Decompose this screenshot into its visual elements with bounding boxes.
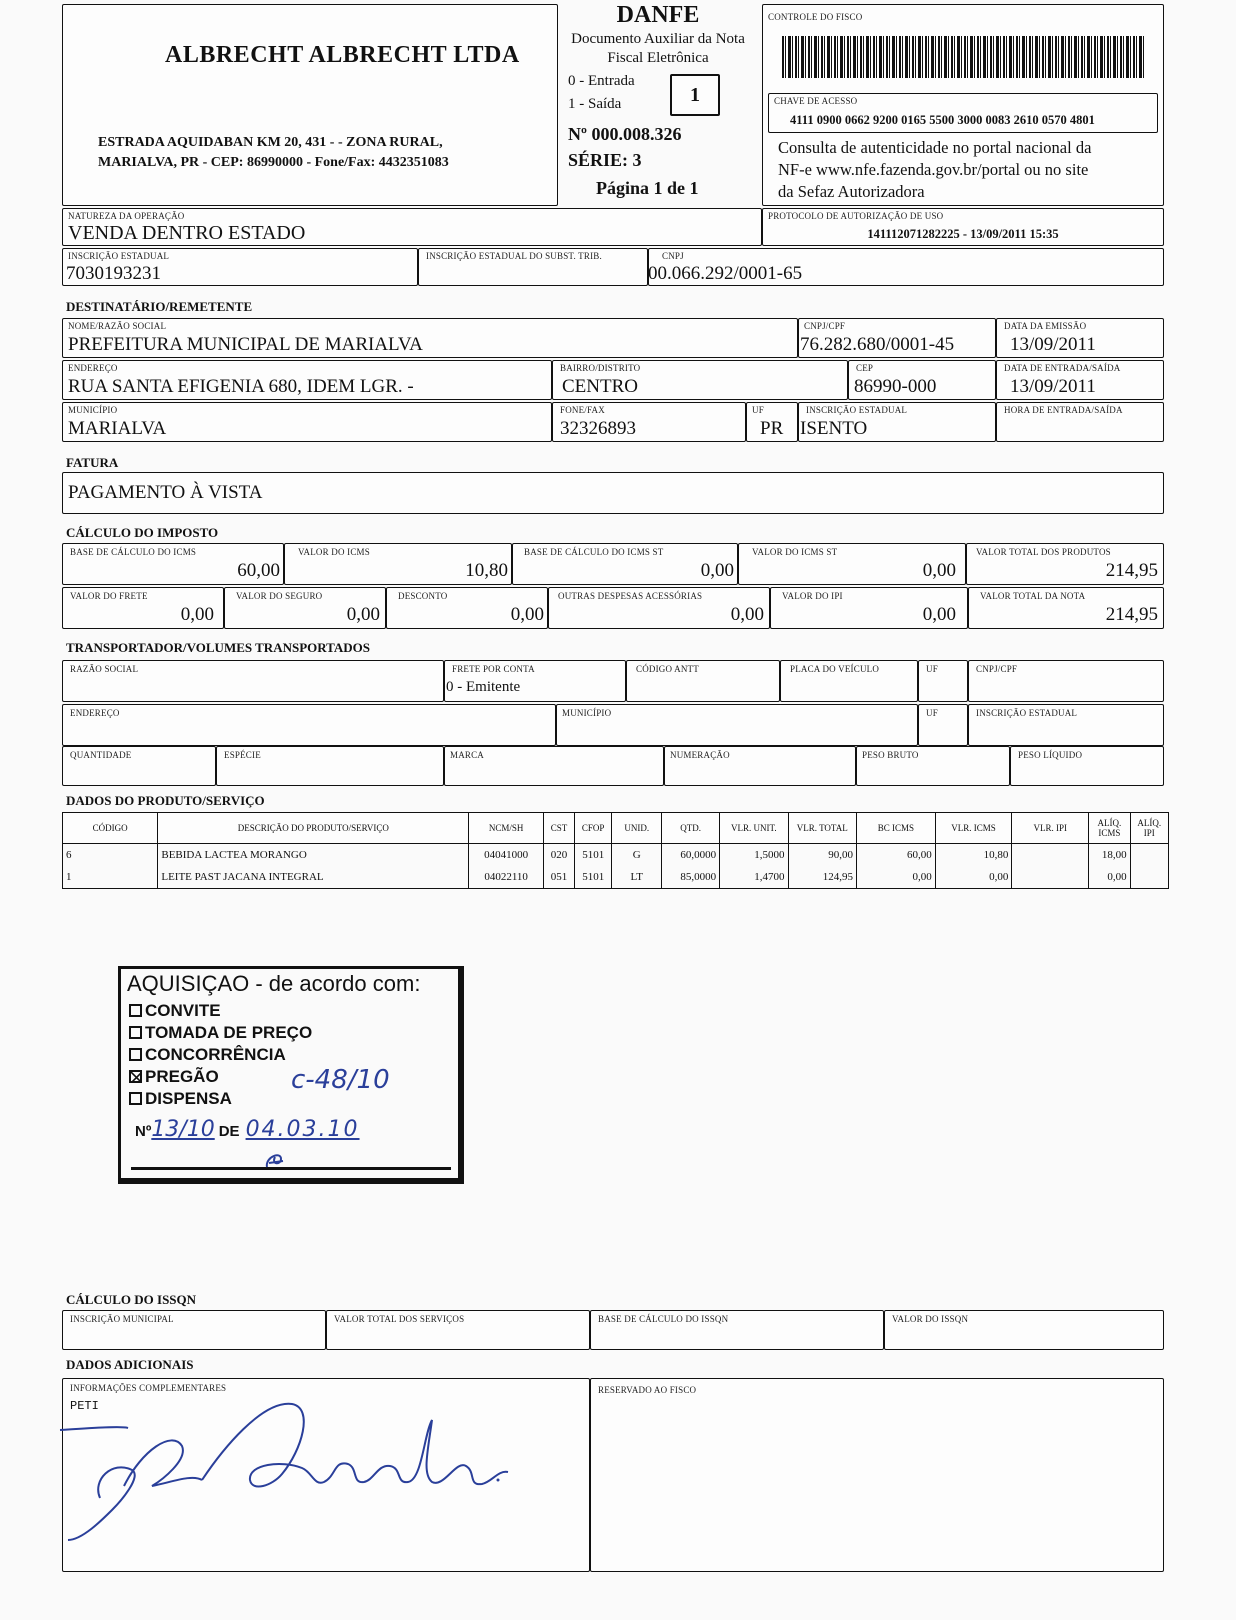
cnpj-label: CNPJ [662,251,684,261]
col-codigo: CÓDIGO [63,813,158,844]
imposto-ipi-value: 0,00 [922,604,956,625]
dest-emissao-label: DATA DA EMISSÃO [1004,321,1087,331]
danfe-tipo-box [670,74,720,116]
transp-frete-label: FRETE POR CONTA [452,664,535,674]
info-complementares-value: PETI [70,1399,99,1413]
cell-vlr-total: 90,00 [788,844,856,867]
cell-qtd: 60,0000 [662,844,720,867]
col-vlr-icms: VLR. ICMS [935,813,1012,844]
dest-fone: 32326893 [560,418,636,439]
dest-uf-label: UF [752,405,764,415]
danfe-title: DANFE [616,2,700,28]
imposto-ipi-label: VALOR DO IPI [782,591,843,601]
dest-entrada: 13/09/2011 [1010,376,1096,397]
checkbox-icon [129,1026,142,1039]
aquisicao-stamp [118,966,464,1184]
transp-antt-label: CÓDIGO ANTT [636,664,699,674]
dest-nome: PREFEITURA MUNICIPAL DE MARIALVA [68,334,423,355]
imposto-bc-st-label: BASE DE CÁLCULO DO ICMS ST [524,547,664,557]
dest-entrada-label: DATA DE ENTRADA/SAÍDA [1004,363,1121,373]
controle-fisco-label: CONTROLE DO FISCO [768,12,863,22]
transp-numeracao-label: NUMERAÇÃO [670,750,730,760]
produtos-header-row [63,813,1169,844]
stamp-initials-mark [261,1149,291,1173]
dest-endereco-label: ENDEREÇO [68,363,118,373]
transp-peso-liquido-label: PESO LÍQUIDO [1018,750,1083,760]
issqn-base-label: BASE DE CÁLCULO DO ISSQN [598,1314,729,1324]
imposto-icms-value: 10,80 [465,560,508,581]
consulta-line3: da Sefaz Autorizadora [778,182,925,201]
cell-vlr-total: 124,95 [788,866,856,889]
reservado-fisco-label: RESERVADO AO FISCO [598,1385,697,1395]
cell-vlr-unit: 1,4700 [720,866,788,889]
cell-qtd: 85,0000 [662,866,720,889]
issqn-section: CÁLCULO DO ISSQN [66,1292,197,1307]
transp-ie-label: INSCRIÇÃO ESTADUAL [976,708,1078,718]
transp-especie-label: ESPÉCIE [224,750,261,760]
imposto-bc-icms-value: 60,00 [237,560,280,581]
cell-descricao: LEITE PAST JACANA INTEGRAL [158,866,469,889]
imposto-icms-st-label: VALOR DO ICMS ST [752,547,838,557]
imposto-bc-st-value: 0,00 [700,560,734,581]
col-ncm: NCM/SH [469,813,544,844]
dest-endereco: RUA SANTA EFIGENIA 680, IDEM LGR. - [68,376,414,397]
checkbox-icon [129,1048,142,1061]
cell-codigo: 6 [63,844,158,867]
transp-cnpj-label: CNPJ/CPF [976,664,1018,674]
dest-emissao: 13/09/2011 [1010,334,1096,355]
cell-ncm: 04041000 [469,844,544,867]
imposto-total-nota-value: 214,95 [1105,604,1158,625]
fatura-texto: PAGAMENTO À VISTA [68,482,263,503]
chave-acesso: 4111 0900 0662 9200 0165 5500 3000 0083 2610 0570 4801 [790,113,1095,127]
imposto-total-produtos-value: 214,95 [1105,560,1158,581]
col-aliq-ipi: ALÍQ. IPI [1130,813,1168,844]
dest-ie-label: INSCRIÇÃO ESTADUAL [806,405,908,415]
col-vlr-unit: VLR. UNIT. [720,813,788,844]
danfe-subtitle2: Fiscal Eletrônica [607,50,709,66]
dest-cnpj: 76.282.680/0001-45 [800,334,955,355]
transp-uf2-label: UF [926,708,938,718]
cell-aliq-icms: 18,00 [1089,844,1130,867]
imposto-total-produtos-label: VALOR TOTAL DOS PRODUTOS [976,547,1111,557]
fatura-section: FATURA [66,455,119,470]
stamp-handwritten-ref: c-48/10 [291,1065,390,1095]
col-cst: CST [543,813,574,844]
transp-uf-label: UF [926,664,938,674]
dest-bairro: CENTRO [562,376,638,397]
cell-vlr-unit: 1,5000 [720,844,788,867]
dest-fone-label: FONE/FAX [560,405,605,415]
imposto-desconto-value: 0,00 [510,604,544,625]
ie-label: INSCRIÇÃO ESTADUAL [68,251,170,261]
emitter-address-line1: ESTRADA AQUIDABAN KM 20, 431 - - ZONA RURAL, [98,135,443,150]
imposto-seguro-value: 0,00 [346,604,380,625]
imposto-desconto-label: DESCONTO [398,591,448,601]
cell-vlr-icms: 10,80 [935,844,1012,867]
dest-cep-label: CEP [856,363,874,373]
dest-cep: 86990-000 [854,376,937,397]
cell-ncm: 04022110 [469,866,544,889]
imposto-section: CÁLCULO DO IMPOSTO [66,525,219,540]
stamp-option-tomada: TOMADA DE PREÇO [129,1023,312,1043]
cell-unid: G [612,844,662,867]
cell-bc-icms: 60,00 [856,844,935,867]
dest-municipio: MARIALVA [68,418,167,439]
cell-aliq-ipi [1130,866,1168,889]
imposto-frete-label: VALOR DO FRETE [70,591,148,601]
imposto-bc-icms-label: BASE DE CÁLCULO DO ICMS [70,547,197,557]
danfe-saida: 1 - Saída [568,96,622,112]
col-cfop: CFOP [575,813,612,844]
dest-uf: PR [760,418,784,439]
cell-vlr-ipi [1012,866,1089,889]
danfe-entrada: 0 - Entrada [568,73,635,89]
col-bc-icms: BC ICMS [856,813,935,844]
cell-cfop: 5101 [575,844,612,867]
emitter-name: ALBRECHT ALBRECHT LTDA [165,42,520,68]
cell-cfop: 5101 [575,866,612,889]
imposto-icms-st-value: 0,00 [922,560,956,581]
dest-municipio-label: MUNICÍPIO [68,405,118,415]
transportador-section: TRANSPORTADOR/VOLUMES TRANSPORTADOS [66,640,371,655]
cell-codigo: 1 [63,866,158,889]
info-complementares-label: INFORMAÇÕES COMPLEMENTARES [70,1383,227,1393]
protocolo-value: 141112071282225 - 13/09/2011 15:35 [867,227,1059,241]
imposto-total-nota-label: VALOR TOTAL DA NOTA [980,591,1086,601]
stamp-option-dispensa: DISPENSA [129,1089,232,1109]
destinatario-section: DESTINATÁRIO/REMETENTE [66,299,253,314]
issqn-valor-servicos-label: VALOR TOTAL DOS SERVIÇOS [334,1314,465,1324]
transp-endereco-label: ENDEREÇO [70,708,120,718]
cnpj-value: 00.066.292/0001-65 [648,263,803,284]
danfe-subtitle1: Documento Auxiliar da Nota [571,31,745,47]
dest-bairro-label: BAIRRO/DISTRITO [560,363,641,373]
imposto-icms-label: VALOR DO ICMS [298,547,370,557]
imposto-outras-value: 0,00 [730,604,764,625]
danfe-serie: SÉRIE: 3 [568,150,642,170]
checkbox-icon [129,1092,142,1105]
stamp-numero-line: Nº13/10 DE 04.03.10 [135,1117,360,1142]
stamp-option-concorrencia: CONCORRÊNCIA [129,1045,286,1065]
reservado-fisco-box [590,1378,1164,1572]
cell-aliq-ipi [1130,844,1168,867]
col-descricao: DESCRIÇÃO DO PRODUTO/SERVIÇO [158,813,469,844]
col-unid: UNID. [612,813,662,844]
natureza-value: VENDA DENTRO ESTADO [68,222,306,244]
dest-cnpj-label: CNPJ/CPF [804,321,846,331]
cell-aliq-icms: 0,00 [1089,866,1130,889]
transp-marca-label: MARCA [450,750,485,760]
dest-ie: ISENTO [800,418,868,439]
imposto-frete-value: 0,00 [180,604,214,625]
protocolo-label: PROTOCOLO DE AUTORIZAÇÃO DE USO [768,211,944,221]
consulta-line1: Consulta de autenticidade no portal nacional da [778,138,1092,157]
transp-placa-label: PLACA DO VEÍCULO [790,664,880,674]
transp-razao-label: RAZÃO SOCIAL [70,664,139,674]
imposto-seguro-label: VALOR DO SEGURO [236,591,323,601]
transp-frete-value: 0 - Emitente [446,679,521,695]
emitter-box [62,4,558,206]
checkbox-icon [129,1004,142,1017]
chave-label: CHAVE DE ACESSO [774,96,858,106]
col-vlr-total: VLR. TOTAL [788,813,856,844]
stamp-rule [131,1167,451,1170]
transp-peso-bruto-label: PESO BRUTO [862,750,919,760]
handwritten-signature [52,1390,572,1560]
cell-cst: 020 [543,844,574,867]
danfe-numero: Nº 000.008.326 [568,124,682,144]
col-qtd: QTD. [662,813,720,844]
barcode [782,36,1144,78]
transp-municipio-label: MUNICÍPIO [562,708,612,718]
danfe-tipo: 1 [690,84,700,106]
emitter-address-line2: MARIALVA, PR - CEP: 86990000 - Fone/Fax: 4432351083 [98,155,449,170]
produtos-section: DADOS DO PRODUTO/SERVIÇO [66,793,265,808]
cell-unid: LT [612,866,662,889]
cell-vlr-ipi [1012,844,1089,867]
checked-checkbox-icon [129,1070,142,1083]
table-row [63,866,1169,889]
col-aliq-icms: ALÍQ. ICMS [1089,813,1130,844]
stamp-option-convite: CONVITE [129,1001,221,1021]
produtos-table [62,812,1169,889]
table-row [63,844,1169,867]
stamp-title: AQUISIÇAO - de acordo com: [127,971,421,996]
cell-vlr-icms: 0,00 [935,866,1012,889]
dest-nome-label: NOME/RAZÃO SOCIAL [68,321,167,331]
imposto-outras-label: OUTRAS DESPESAS ACESSÓRIAS [558,591,703,601]
consulta-line2: NF-e www.nfe.fazenda.gov.br/portal ou no site [778,160,1089,179]
adicionais-section: DADOS ADICIONAIS [66,1357,194,1372]
dest-hora-label: HORA DE ENTRADA/SAÍDA [1004,405,1123,415]
cell-bc-icms: 0,00 [856,866,935,889]
issqn-inscricao-label: INSCRIÇÃO MUNICIPAL [70,1314,174,1324]
ie-st-label: INSCRIÇÃO ESTADUAL DO SUBST. TRIB. [426,251,602,261]
issqn-valor-label: VALOR DO ISSQN [892,1314,969,1324]
transp-quantidade-label: QUANTIDADE [70,750,132,760]
cell-cst: 051 [543,866,574,889]
cell-descricao: BEBIDA LACTEA MORANGO [158,844,469,867]
col-vlr-ipi: VLR. IPI [1012,813,1089,844]
stamp-option-pregao: PREGÃO [129,1067,219,1087]
transp-endereco-box [62,704,556,746]
danfe-pagina: Página 1 de 1 [596,178,699,198]
ie-value: 7030193231 [66,263,161,284]
natureza-label: NATUREZA DA OPERAÇÃO [68,211,185,221]
